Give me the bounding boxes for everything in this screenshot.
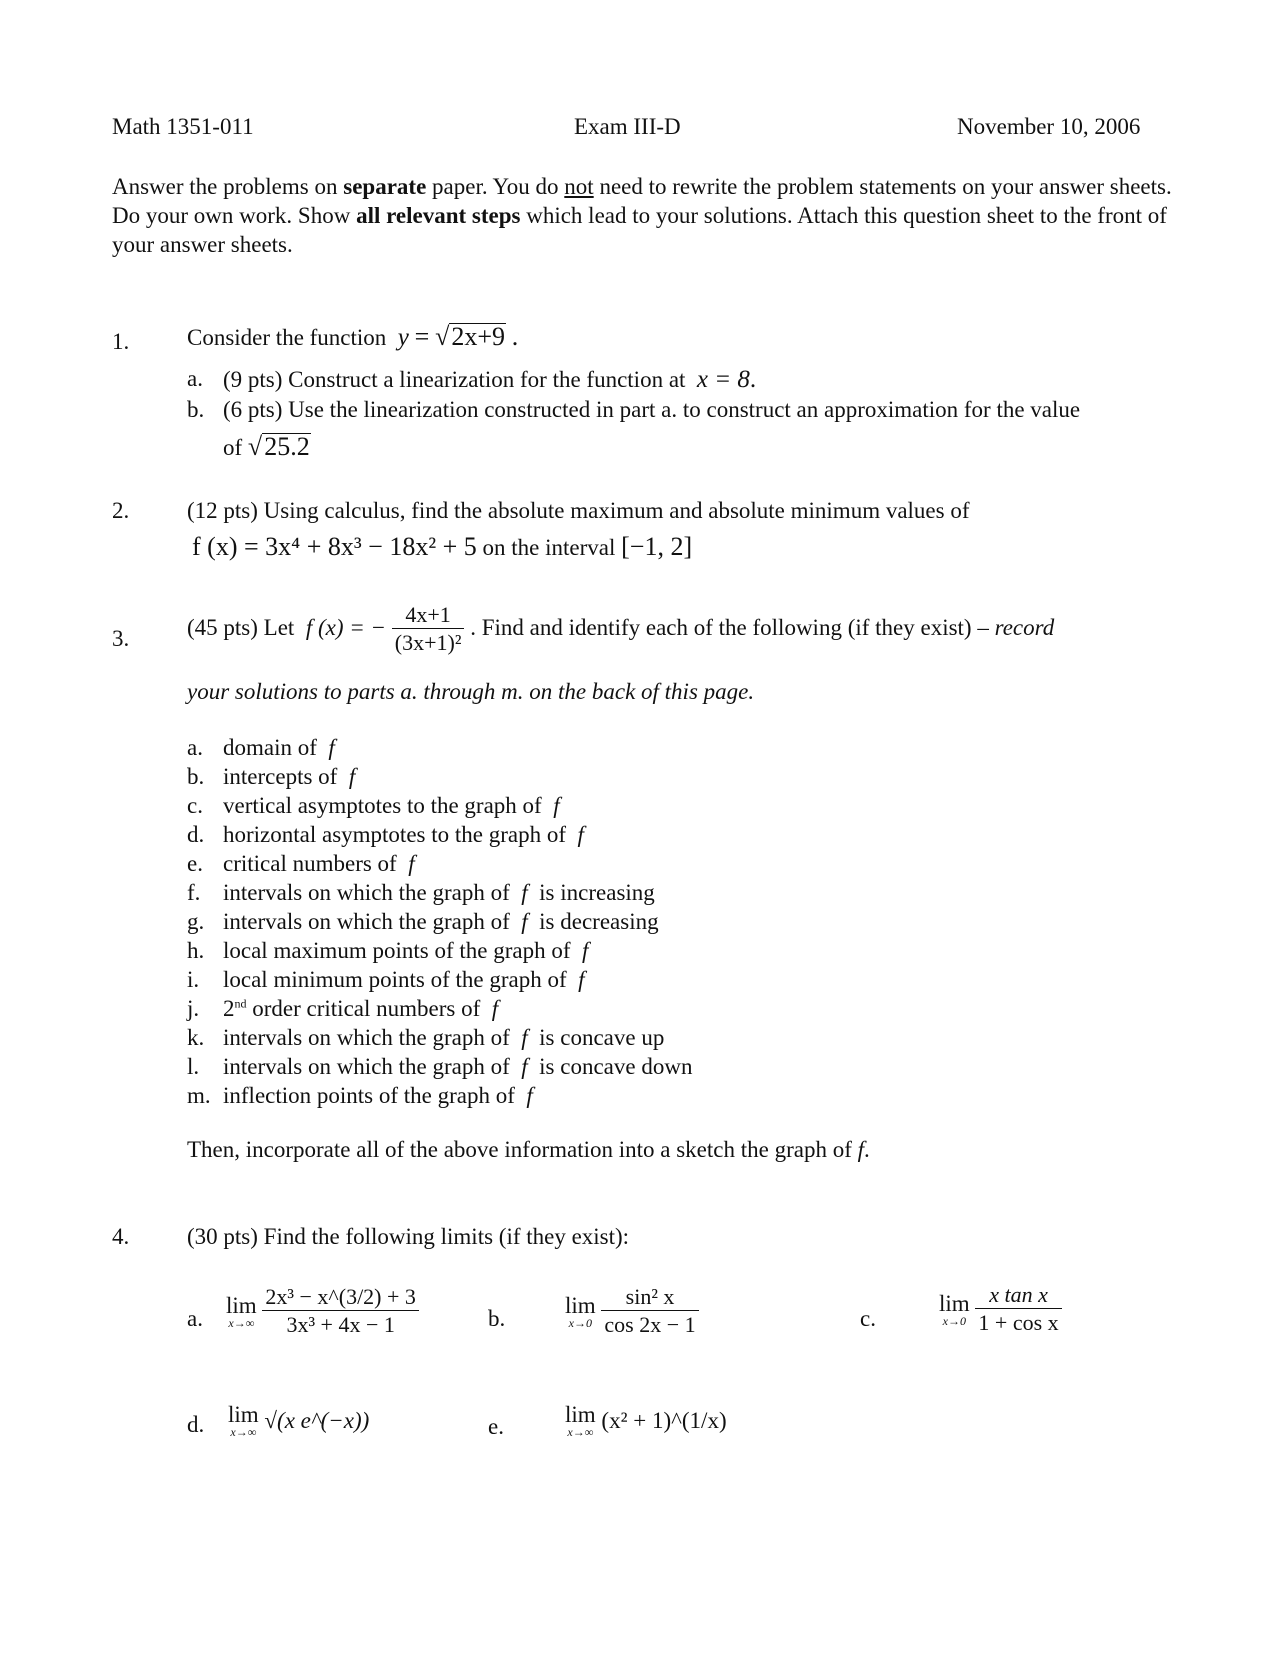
p4-e-lim-word: lim <box>565 1402 596 1427</box>
p4-c-den: 1 + cos x <box>975 1308 1061 1337</box>
p3-item-a <box>187 735 335 761</box>
p3-item-label: j. <box>187 996 200 1021</box>
p4-c-num: x tan x <box>989 1282 1048 1307</box>
p4-d-expr: √(x e^(−x)) <box>264 1407 370 1433</box>
p3-item-text: intervals on which the graph of <box>223 1025 510 1050</box>
p3-item-text: local maximum points of the graph of <box>223 938 571 963</box>
p4-e-limit <box>565 1404 727 1438</box>
p4-b-lim-sub: x→0 <box>568 1315 592 1330</box>
p4-d-lim-sub: x→∞ <box>230 1425 257 1439</box>
p3-record-1: record <box>994 614 1055 640</box>
p3-item-k <box>187 1025 664 1051</box>
p3-item-f-symbol: f <box>526 1083 533 1108</box>
problem-3-number: 3. <box>112 626 130 651</box>
p3-item-c <box>187 793 560 819</box>
p3-item-text: intervals on which the graph of <box>223 1054 510 1079</box>
p3-then-line <box>187 1137 870 1163</box>
p4-d-limit <box>228 1404 369 1438</box>
p3-item-text: vertical asymptotes to the graph of <box>223 793 542 818</box>
p4-a-limit <box>226 1284 419 1339</box>
instr-text-3: need to rewrite the problem statements on your answer sheets. Do your own work. Show <box>112 174 1172 228</box>
p3-j-sup: nd <box>234 996 247 1011</box>
p1-b-of: of √25.2 <box>223 432 310 461</box>
p3-item-label: i. <box>187 967 200 992</box>
p4-a-den: 3x³ + 4x − 1 <box>262 1310 419 1339</box>
p3-item-label: m. <box>187 1083 211 1108</box>
p4-d-lim-word: lim <box>228 1402 259 1427</box>
p3-item-text: domain of <box>223 735 317 760</box>
p3-find-text: . Find and identify each of the following (if they exist) – <box>470 614 989 640</box>
p4-c-lim-sub: x→0 <box>942 1313 966 1328</box>
p3-item-label: f. <box>187 880 201 905</box>
p3-item-text: critical numbers of <box>223 851 397 876</box>
p3-fraction <box>392 602 465 657</box>
p4-b-den: cos 2x − 1 <box>601 1310 698 1339</box>
instructions <box>112 172 1172 259</box>
p3-item-f-symbol: f <box>521 1054 528 1079</box>
p3-item-f-symbol: f <box>581 938 589 963</box>
p3-item-l <box>187 1054 692 1080</box>
p3-item-f-symbol: f <box>491 996 499 1021</box>
problem-1-number: 1. <box>112 329 130 354</box>
p3-item-label: l. <box>187 1054 200 1079</box>
instr-text-4: which lead to your solutions. Attach this question sheet to the front of your answer sheets. <box>112 203 1167 257</box>
p2-func-expr: f (x) = 3x⁴ + 8x³ − 18x² + 5 <box>192 532 477 561</box>
p4-b-lim <box>565 1292 596 1330</box>
p3-then-text: Then, incorporate all of the above information into a sketch the graph of <box>187 1137 852 1162</box>
p3-item-f-symbol: f <box>521 880 528 905</box>
p2-interval: [−1, 2] <box>621 532 693 561</box>
p4-a-lim <box>226 1292 257 1330</box>
p1-b-of-word: of <box>223 435 243 460</box>
p4-d-lim <box>228 1404 259 1438</box>
p3-item-label: b. <box>187 764 205 789</box>
p3-f-den: (3x+1)² <box>392 628 465 657</box>
p1-b-text: (6 pts) Use the linearization constructed in part a. to construct an approximation for the value <box>223 397 1081 422</box>
p3-item-f-symbol: f <box>348 764 356 789</box>
p3-item-label: e. <box>187 851 203 876</box>
p2-interval-text: on the interval <box>482 535 616 560</box>
p3-item-d <box>187 822 584 848</box>
p1-func-radicand: 2x+9 <box>451 322 506 351</box>
p3-item-f-symbol: f <box>408 851 415 876</box>
p4-b-limit <box>565 1284 699 1339</box>
header-exam: Exam III-D <box>574 114 681 139</box>
problem-2-number: 2. <box>112 498 130 523</box>
p4-c-label: c. <box>860 1306 876 1331</box>
header-course: Math 1351-011 <box>112 114 254 139</box>
instr-bold-separate: separate <box>343 174 427 199</box>
problem-4-text: (30 pts) Find the following limits (if they exist): <box>187 1224 630 1249</box>
p3-f-lhs: f (x) = − <box>305 614 387 640</box>
p3-item-label: d. <box>187 822 205 847</box>
p3-pts: (45 pts) Let <box>187 614 295 640</box>
p3-item-g <box>187 909 659 935</box>
instr-text-2: paper. You do <box>426 174 565 199</box>
p3-item-f-symbol: f <box>578 967 585 992</box>
p3-item-label: c. <box>187 793 203 818</box>
p3-item-f-symbol: f <box>577 822 584 847</box>
p4-c-fraction <box>975 1282 1061 1337</box>
p4-e-lim <box>565 1404 596 1438</box>
p3-item-text: inflection points of the graph of <box>223 1083 515 1108</box>
p3-item-f <box>187 880 655 906</box>
p4-c-limit <box>939 1282 1062 1337</box>
p4-e-lim-sub: x→∞ <box>567 1425 594 1439</box>
p3-item-tail: is increasing <box>539 880 655 905</box>
p4-b-label: b. <box>488 1306 506 1331</box>
p3-item-tail: is concave down <box>539 1054 693 1079</box>
p3-item-text: intercepts of <box>223 764 338 789</box>
p3-item-text: local minimum points of the graph of <box>223 967 567 992</box>
p4-a-lim-sub: x→∞ <box>228 1315 255 1330</box>
p3-item-text: order critical numbers of <box>252 996 481 1021</box>
problem-4-number: 4. <box>112 1224 130 1249</box>
p1-a-text: (9 pts) Construct a linearization for the function at x = 8. <box>223 366 757 393</box>
p4-c-lim-word: lim <box>939 1290 970 1316</box>
p1-b-label: b. <box>187 397 205 422</box>
header-date: November 10, 2006 <box>957 114 1141 139</box>
p3-item-label: k. <box>187 1025 205 1050</box>
p4-a-lim-word: lim <box>226 1292 257 1318</box>
p3-j-prefix: 2 <box>223 996 235 1021</box>
p3-f-num: 4x+1 <box>405 602 451 627</box>
p4-b-lim-word: lim <box>565 1292 596 1318</box>
p4-e-label: e. <box>488 1414 504 1439</box>
p3-item-f-symbol: f <box>521 909 528 934</box>
p3-item-f-symbol: f <box>521 1025 528 1050</box>
p1-a-point: x = 8 <box>696 366 750 393</box>
p1-b-radicand: 25.2 <box>264 432 310 461</box>
p3-item-h <box>187 938 588 964</box>
p3-item-i <box>187 967 585 993</box>
p4-d-label: d. <box>187 1412 205 1437</box>
p3-item-text: horizontal asymptotes to the graph of <box>223 822 567 847</box>
p3-item-f-symbol: f <box>328 735 335 760</box>
p4-a-fraction <box>262 1284 419 1339</box>
p3-item-tail: is concave up <box>539 1025 665 1050</box>
p3-item-m <box>187 1083 533 1109</box>
p4-a-num: 2x³ − x^(3/2) + 3 <box>265 1284 416 1309</box>
p3-then-f: f <box>857 1137 864 1162</box>
p3-item-f-symbol: f <box>553 793 560 818</box>
p1-intro-text: Consider the function <box>187 325 387 350</box>
p3-item-tail: is decreasing <box>539 909 659 934</box>
instr-text-1: Answer the problems on <box>112 174 344 199</box>
p4-c-lim <box>939 1290 970 1328</box>
problem-2-function <box>192 532 692 562</box>
p3-item-label: a. <box>187 735 203 760</box>
p4-b-num: sin² x <box>625 1284 675 1309</box>
p1-a-desc: (9 pts) Construct a linearization for the function at <box>223 367 686 392</box>
p3-item-text: intervals on which the graph of <box>223 909 510 934</box>
p3-record-line: your solutions to parts a. through m. on the back of this page. <box>187 679 755 704</box>
problem-1-intro: Consider the function y = √2x+9 . <box>187 322 519 351</box>
instr-underline-not: not <box>564 174 594 199</box>
p3-item-b <box>187 764 355 790</box>
p3-item-text: intervals on which the graph of <box>223 880 510 905</box>
instr-bold-steps: all relevant steps <box>356 203 521 228</box>
problem-2-text: (12 pts) Using calculus, find the absolute maximum and absolute minimum values of <box>187 498 970 523</box>
p3-item-label: g. <box>187 909 205 934</box>
p1-func-y: y <box>397 324 409 351</box>
p3-then-period: . <box>864 1137 870 1162</box>
p4-b-fraction <box>601 1284 698 1339</box>
p3-item-e <box>187 851 415 877</box>
p1-a-label: a. <box>187 366 203 391</box>
problem-3-statement <box>187 602 1054 657</box>
p3-item-label: h. <box>187 938 205 963</box>
p4-e-expr: (x² + 1)^(1/x) <box>601 1407 727 1433</box>
p4-a-label: a. <box>187 1306 203 1331</box>
p3-item-j <box>187 996 498 1022</box>
